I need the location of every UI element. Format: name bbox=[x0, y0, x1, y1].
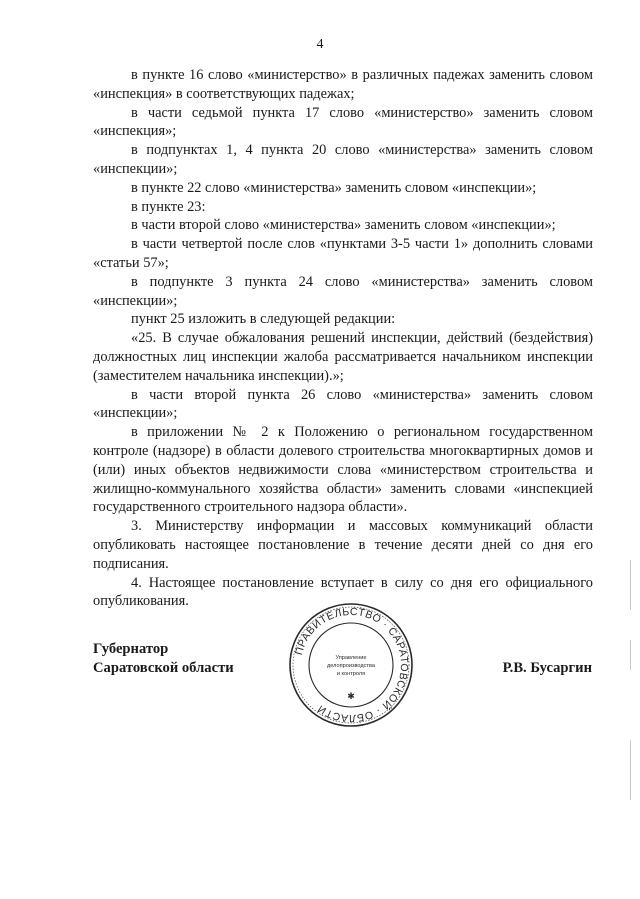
paragraph: в подпунктах 1, 4 пункта 20 слово «министерства» заменить словом «инспекции»; bbox=[93, 142, 593, 177]
scan-artifact bbox=[630, 560, 631, 610]
paragraph: в пункте 23: bbox=[131, 198, 206, 215]
seal-star: ✱ bbox=[347, 691, 355, 701]
paragraph: в части седьмой пункта 17 слово «министерство» заменить словом «инспекция»; bbox=[93, 104, 593, 140]
paragraph: в подпункте 3 пункта 24 слово «министерства» заменить словом «инспекции»; bbox=[93, 273, 593, 309]
paragraph: в части второй пункта 26 слово «министерства» заменить словом «инспекции»; bbox=[93, 386, 593, 422]
scan-artifact bbox=[630, 640, 631, 670]
paragraph-item-4: 4. Настоящее постановление вступает в силу со дня его официального опубликования. bbox=[93, 574, 593, 610]
seal-inner-line2: делопроизводства bbox=[326, 663, 376, 669]
signatory-title bbox=[93, 640, 234, 678]
paragraph: в пункте 16 слово «министерство» в различных падежах заменить словом «инспекция» в соответствующих падежах; bbox=[93, 67, 593, 102]
document-body bbox=[93, 66, 593, 611]
signatory-title-line2: Саратовской области bbox=[93, 660, 234, 676]
paragraph-item-3: 3. Министерству информации и массовых коммуникаций области опубликовать настоящее постановление в течение десяти дней со дня его подписания. bbox=[93, 518, 593, 572]
paragraph-quote: «25. В случае обжалования решений инспекции, действий (бездействия) должностных лиц инспекции жалоба рассматривается начальником инспекции (заместителем начальника инспекции).»; bbox=[93, 330, 593, 384]
paragraph: пункт 25 изложить в следующей редакции: bbox=[131, 311, 396, 328]
seal-ring-text: ПРАВИТЕЛЬСТВО · САРАТОВСКОЙ · ОБЛАСТИ bbox=[293, 605, 411, 725]
paragraph: в пункте 22 слово «министерства» заменить словом «инспекции»; bbox=[131, 179, 537, 196]
signatory-name: Р.В. Бусаргин bbox=[502, 660, 592, 676]
seal-inner-line3: и контроля bbox=[336, 671, 366, 677]
paragraph: в части четвертой после слов «пунктами 3-5 части 1» дополнить словами «статьи 57»; bbox=[93, 236, 593, 271]
official-seal-icon bbox=[288, 602, 414, 728]
scan-artifact bbox=[630, 740, 631, 800]
paragraph: в части второй слово «министерства» заменить словом «инспекции»; bbox=[131, 217, 556, 234]
seal-inner-line1: Управление bbox=[335, 655, 367, 661]
page-number: 4 bbox=[316, 37, 324, 52]
paragraph: в приложении № 2 к Положению о региональном государственном контроле (надзоре) в области долевого строительства многоквартирных домов и (или) иных объектов недвижимости слова «министерством строительства и жилищно-коммунального хозяйства области» заменить словами «инспекцией государственного строительного надзора области». bbox=[93, 424, 593, 516]
signatory-title-line1: Губернатор bbox=[93, 641, 169, 657]
